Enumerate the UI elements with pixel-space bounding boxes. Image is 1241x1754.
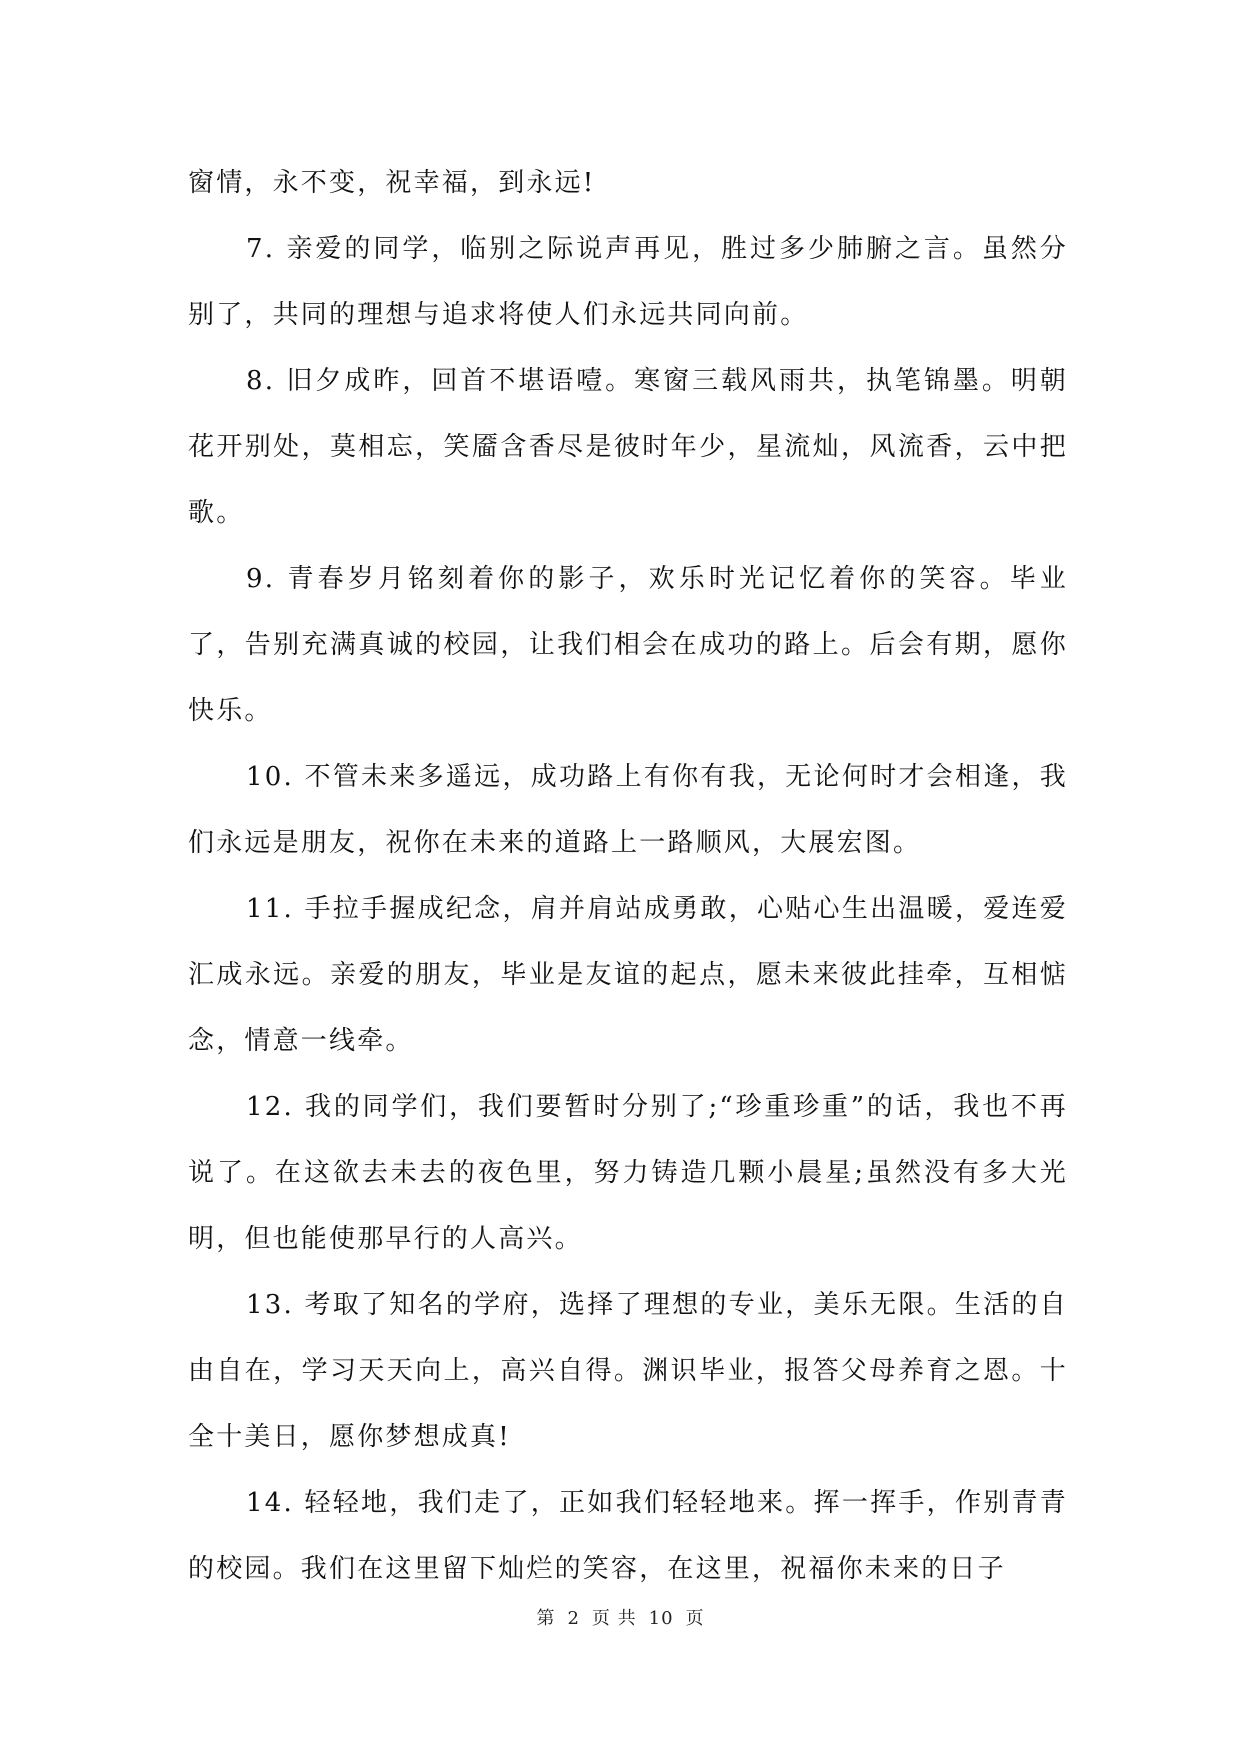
page-footer [0, 1604, 1241, 1630]
paragraph-7: 7. 亲爱的同学，临别之际说声再见，胜过多少肺腑之言。虽然分别了，共同的理想与追求将使人们永远共同向前。 [188, 234, 1068, 330]
footer-current-page: 2 [567, 1608, 580, 1629]
document-body [188, 150, 1068, 1602]
footer-suffix: 页 [685, 1608, 705, 1629]
paragraph-11: 11. 手拉手握成纪念，肩并肩站成勇敢，心贴心生出温暖，爱连爱汇成永远。亲爱的朋友，毕业是友谊的起点，愿未来彼此挂牵，互相惦念，情意一线牵。 [188, 894, 1068, 1056]
footer-middle: 页 共 [591, 1608, 637, 1629]
paragraph-9: 9. 青春岁月铭刻着你的影子，欢乐时光记忆着你的笑容。毕业了，告别充满真诚的校园，让我们相会在成功的路上。后会有期，愿你快乐。 [188, 564, 1068, 726]
paragraph-12: 12. 我的同学们，我们要暂时分别了;“珍重珍重”的话，我也不再说了。在这欲去未去的夜色里，努力铸造几颗小晨星;虽然没有多大光明，但也能使那早行的人高兴。 [188, 1092, 1068, 1254]
paragraph-8: 8. 旧夕成昨，回首不堪语噎。寒窗三载风雨共，执笔锦墨。明朝花开别处，莫相忘，笑靥含香尽是彼时年少，星流灿，风流香，云中把歌。 [188, 366, 1068, 528]
footer-prefix: 第 [536, 1608, 556, 1629]
paragraph-13: 13. 考取了知名的学府，选择了理想的专业，美乐无限。生活的自由自在，学习天天向上，高兴自得。渊识毕业，报答父母养育之恩。十全十美日，愿你梦想成真! [188, 1290, 1068, 1452]
paragraph-6-continued: 窗情，永不变，祝幸福，到永远! [188, 168, 596, 198]
footer-total-pages: 10 [648, 1608, 674, 1629]
paragraph-10: 10. 不管未来多遥远，成功路上有你有我，无论何时才会相逢，我们永远是朋友，祝你在未来的道路上一路顺风，大展宏图。 [188, 762, 1068, 858]
paragraph-14: 14. 轻轻地，我们走了，正如我们轻轻地来。挥一挥手，作别青青的校园。我们在这里留下灿烂的笑容，在这里，祝福你未来的日子 [188, 1488, 1068, 1584]
